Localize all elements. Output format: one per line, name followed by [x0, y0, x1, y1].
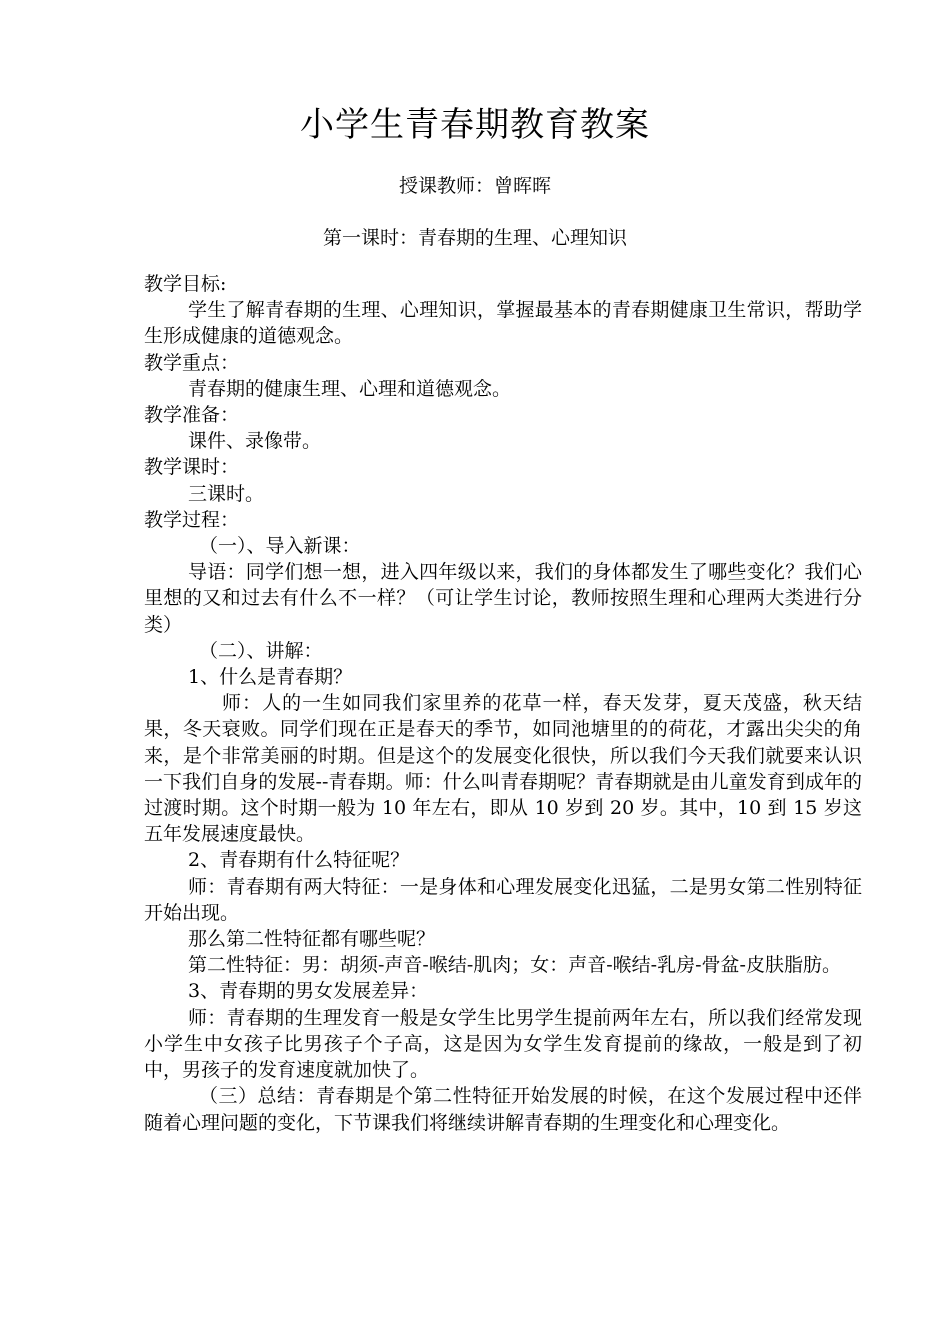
hours-heading: 教学课时：	[144, 456, 240, 479]
document-body	[144, 271, 862, 1136]
prep-heading: 教学准备：	[144, 404, 240, 427]
lesson-heading: 第一课时：青春期的生理、心理知识	[322, 227, 627, 249]
document-title: 小学生青春期教育教案	[300, 105, 650, 145]
question-3-answer: 师：青春期的生理发育一般是女学生比男学生提前两年左右，所以我们经常发现小学生中女孩子比男孩子个子高，这是因为女学生发育提前的缘故，一般是到了初中，男孩子的发育速度就加快了。	[144, 1006, 862, 1082]
question-1: 1、什么是青春期？	[188, 666, 353, 689]
question-2-detail: 第二性特征：男：胡须-声音-喉结-肌肉；女：声音-喉结-乳房-骨盆-皮肤脂肪。	[188, 954, 841, 977]
summary-paragraph: （三）总结：青春期是个第二性特征开始发展的时候，在这个发展过程中还伴随着心理问题的变化，下节课我们将继续讲解青春期的生理变化和心理变化。	[144, 1085, 862, 1134]
goal-heading: 教学目标:	[144, 273, 227, 295]
process-heading: 教学过程：	[144, 508, 240, 531]
question-1-answer: 师：人的一生如同我们家里养的花草一样，春天发芽，夏天茂盛，秋天结果，冬天衰败。同学们现在正是春天的季节，如同池塘里的的荷花，才露出尖尖的角来，是个非常美丽的时期。但是这个的发展变化很快，所以我们今天我们就要来认识一下我们自身的发展--青春期。师：什么叫青春期呢？青春期就是由儿童发育到成年的过渡时期。这个时期一般为 10 年左右，即从 10 岁到 20 岁。其中，10 到 15 岁这五年发展速度最快。	[144, 692, 862, 846]
question-2-followup: 那么第二性特征都有哪些呢？	[188, 928, 436, 951]
prep-text: 课件、录像带。	[188, 430, 322, 453]
intro-text: 导语：同学们想一想，进入四年级以来，我们的身体都发生了哪些变化？我们心里想的又和过去有什么不一样？（可让学生讨论，教师按照生理和心理两大类进行分类）	[144, 561, 862, 636]
intro-heading: （一）、导入新课：	[199, 535, 361, 558]
focus-text: 青春期的健康生理、心理和道德观念。	[188, 377, 512, 400]
goal-text: 学生了解青春期的生理、心理知识，掌握最基本的青春期健康卫生常识，帮助学生形成健康的道德观念。	[144, 299, 862, 348]
focus-heading: 教学重点：	[144, 351, 240, 374]
hours-text: 三课时。	[188, 482, 265, 505]
teacher-line: 授课教师：曾晖晖	[398, 175, 551, 197]
question-2-answer: 师：青春期有两大特征：一是身体和心理发展变化迅猛，二是男女第二性别特征开始出现。	[144, 875, 862, 924]
question-2: 2、青春期有什么特征呢？	[188, 849, 410, 872]
explain-heading: （二）、讲解：	[199, 639, 323, 662]
question-3: 3、青春期的男女发展差异：	[188, 980, 429, 1003]
